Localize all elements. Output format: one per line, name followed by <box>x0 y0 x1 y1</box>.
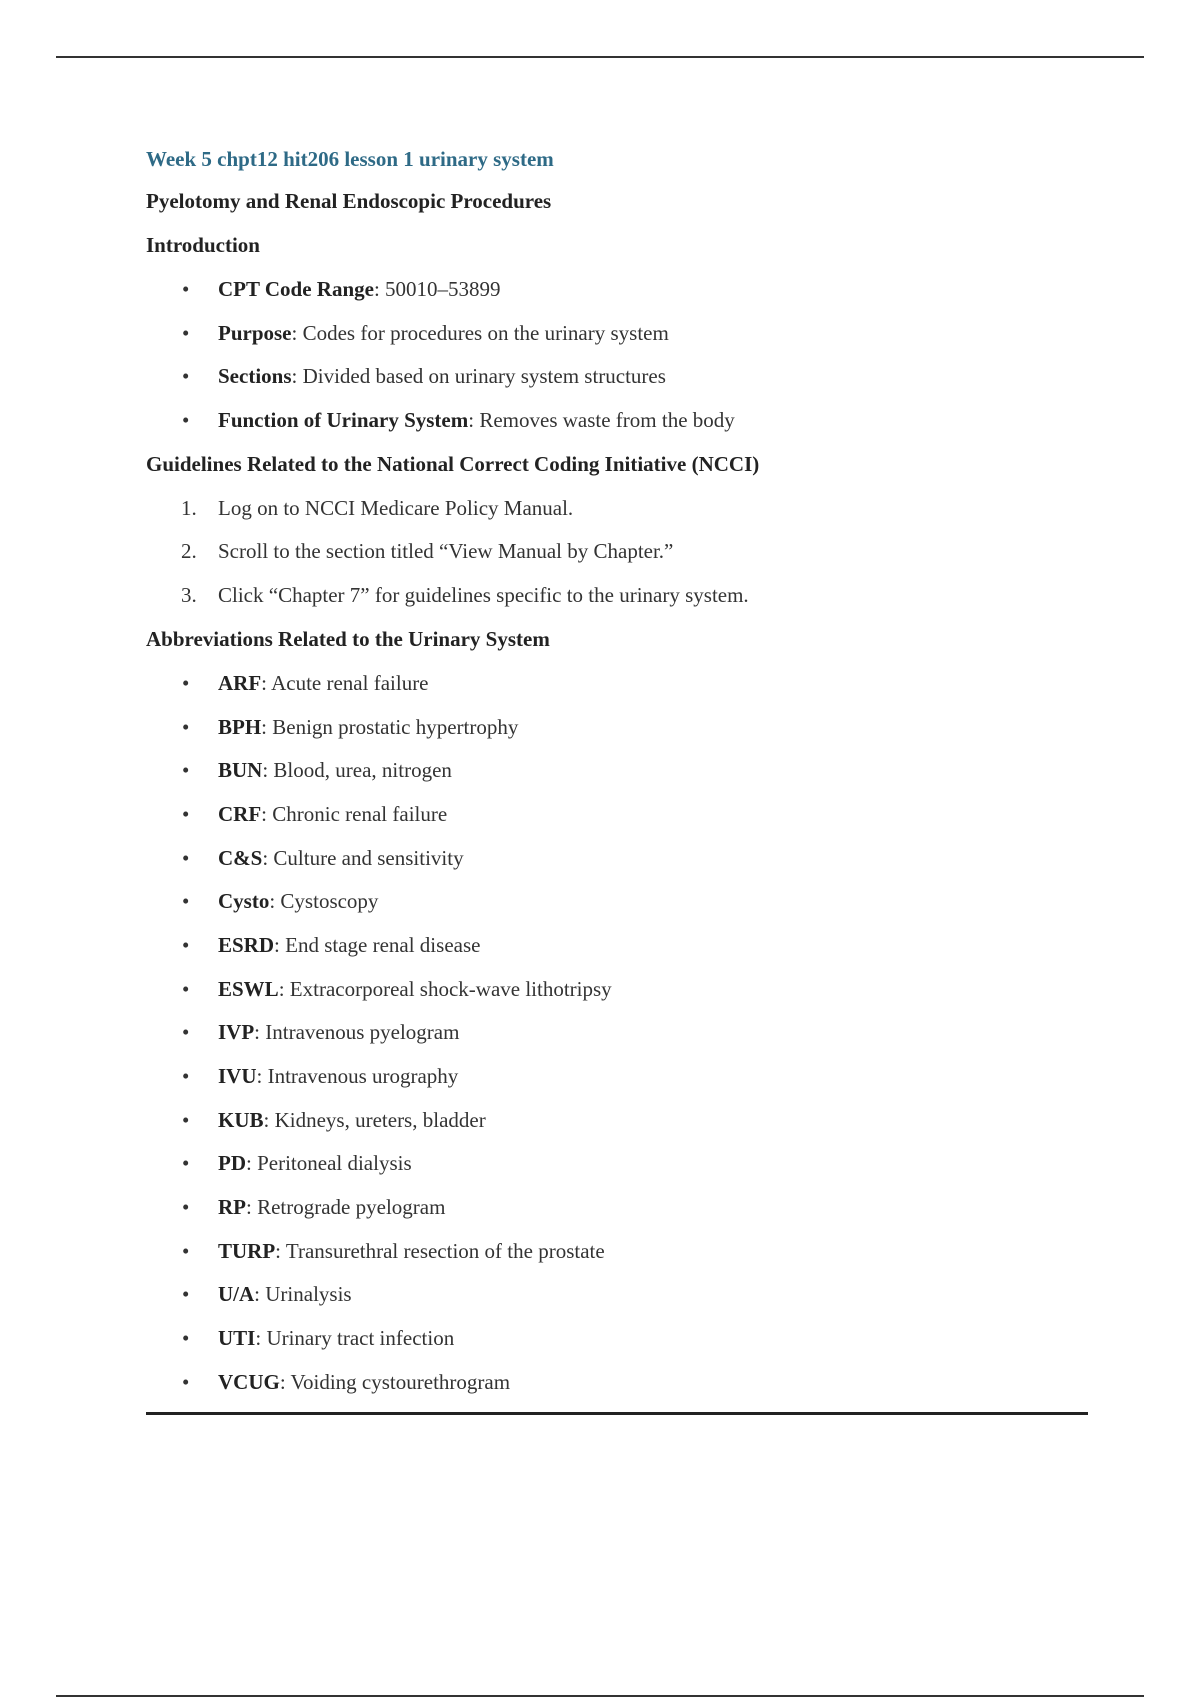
step-number: 2. <box>181 539 197 564</box>
item-term: ESRD <box>218 932 275 957</box>
document-body <box>146 140 1086 1405</box>
bullet-icon: • <box>182 1195 190 1220</box>
list-item <box>146 1142 1086 1186</box>
item-term: KUB <box>218 1107 264 1132</box>
bullet-icon: • <box>182 1369 190 1394</box>
list-item <box>146 1230 1086 1274</box>
bullet-icon: • <box>182 976 190 1001</box>
introduction-list <box>146 268 1086 443</box>
list-item <box>146 312 1086 356</box>
list-item <box>146 399 1086 443</box>
step-number: 1. <box>181 495 197 520</box>
item-text: : Removes waste from the body <box>468 408 735 433</box>
bullet-icon: • <box>182 364 190 389</box>
item-term: ARF <box>218 670 262 695</box>
item-text: : Intravenous pyelogram <box>254 1020 460 1045</box>
bullet-icon: • <box>182 670 190 695</box>
item-term: UTI <box>218 1326 256 1351</box>
bullet-icon: • <box>182 1064 190 1088</box>
list-item <box>146 662 1086 706</box>
item-text: : Culture and sensitivity <box>262 845 464 870</box>
list-item <box>146 574 1086 618</box>
item-term: ESWL <box>218 976 279 1001</box>
item-text: : 50010–53899 <box>373 277 501 301</box>
bullet-icon: • <box>182 845 190 870</box>
introduction-heading: Introduction <box>146 233 260 257</box>
document-title: Week 5 chpt12 hit206 lesson 1 urinary system <box>146 147 554 171</box>
list-item <box>146 837 1086 881</box>
item-term: RP <box>218 1195 246 1220</box>
item-text: : Voiding cystourethrogram <box>279 1369 511 1394</box>
item-term: Function of Urinary System <box>218 408 469 433</box>
bullet-icon: • <box>182 932 190 957</box>
bullet-icon: • <box>182 714 190 739</box>
item-term: CPT Code Range <box>218 277 374 301</box>
item-text: : Cystoscopy <box>269 889 379 914</box>
item-term: TURP <box>218 1238 276 1263</box>
page-bottom-rule <box>56 1695 1144 1697</box>
item-text: : Acute renal failure <box>261 670 429 695</box>
abbreviations-heading: Abbreviations Related to the Urinary System <box>146 626 550 651</box>
bullet-icon: • <box>182 277 190 301</box>
item-text: : Peritoneal dialysis <box>246 1151 412 1176</box>
item-text: : Codes for procedures on the urinary system <box>291 320 669 345</box>
step-number: 3. <box>181 583 197 608</box>
bullet-icon: • <box>182 1107 190 1132</box>
bullet-icon: • <box>182 801 190 826</box>
item-text: : Benign prostatic hypertrophy <box>261 714 519 739</box>
item-term: IVP <box>218 1020 255 1045</box>
item-term: Cysto <box>218 889 270 914</box>
bullet-icon: • <box>182 1020 190 1045</box>
list-item <box>146 268 1086 312</box>
list-item <box>146 1273 1086 1317</box>
bullet-icon: • <box>182 1238 190 1263</box>
item-term: CRF <box>218 801 262 826</box>
section-end-rule <box>146 1412 1088 1415</box>
abbreviations-list <box>146 662 1086 1405</box>
item-term: C&S <box>218 845 263 870</box>
item-term: Purpose <box>218 320 292 345</box>
item-text: : Urinary tract infection <box>255 1326 455 1351</box>
item-term: BUN <box>218 758 263 783</box>
item-text: : Blood, urea, nitrogen <box>262 758 452 783</box>
item-term: IVU <box>218 1064 257 1088</box>
item-text: : End stage renal disease <box>274 932 481 957</box>
bullet-icon: • <box>182 889 190 914</box>
list-item <box>146 880 1086 924</box>
list-item <box>146 355 1086 399</box>
bullet-icon: • <box>182 758 190 783</box>
item-text: : Kidneys, ureters, bladder <box>263 1107 486 1132</box>
list-item <box>146 793 1086 837</box>
list-item <box>146 1317 1086 1361</box>
step-text: Log on to NCCI Medicare Policy Manual. <box>218 495 574 520</box>
list-item <box>146 968 1086 1012</box>
list-item <box>146 749 1086 793</box>
item-text: : Chronic renal failure <box>261 801 448 826</box>
item-term: Sections <box>218 364 292 389</box>
list-item <box>146 1361 1086 1405</box>
list-item <box>146 706 1086 750</box>
item-term: PD <box>218 1151 246 1176</box>
list-item <box>146 487 1086 531</box>
bullet-icon: • <box>182 1151 190 1176</box>
item-text: : Retrograde pyelogram <box>246 1195 446 1220</box>
list-item <box>146 924 1086 968</box>
step-text: Click “Chapter 7” for guidelines specific to the urinary system. <box>218 583 749 608</box>
list-item <box>146 1011 1086 1055</box>
bullet-icon: • <box>182 320 190 345</box>
list-item <box>146 1099 1086 1143</box>
item-text: : Divided based on urinary system structures <box>291 364 666 389</box>
step-text: Scroll to the section titled “View Manual by Chapter.” <box>218 539 674 564</box>
item-term: U/A <box>218 1282 255 1307</box>
list-item <box>146 530 1086 574</box>
bullet-icon: • <box>182 1282 190 1307</box>
item-text: : Extracorporeal shock-wave lithotripsy <box>278 976 612 1001</box>
list-item <box>146 1186 1086 1230</box>
item-term: VCUG <box>218 1369 280 1394</box>
item-term: BPH <box>218 714 262 739</box>
bullet-icon: • <box>182 1326 190 1351</box>
item-text: : Transurethral resection of the prostate <box>275 1238 605 1263</box>
ncci-steps-list <box>146 487 1086 618</box>
list-item <box>146 1055 1086 1099</box>
page-top-rule <box>56 56 1144 58</box>
document-subtitle: Pyelotomy and Renal Endoscopic Procedures <box>146 189 552 213</box>
bullet-icon: • <box>182 408 190 433</box>
ncci-heading: Guidelines Related to the National Correct Coding Initiative (NCCI) <box>146 451 760 476</box>
item-text: : Urinalysis <box>254 1282 352 1307</box>
item-text: : Intravenous urography <box>256 1064 459 1088</box>
